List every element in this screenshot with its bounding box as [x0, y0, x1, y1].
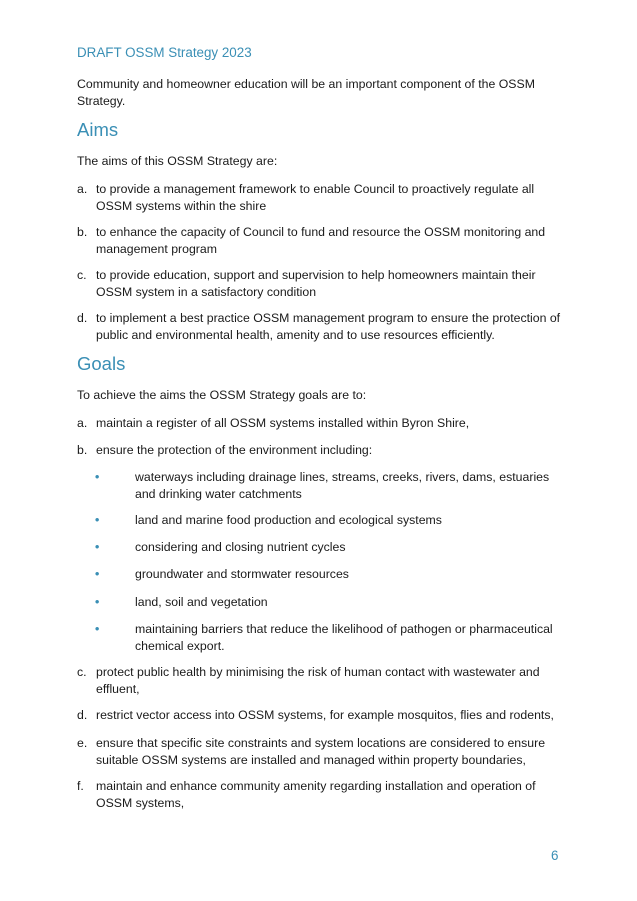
goals-item — [77, 735, 567, 768]
list-item-text: maintain and enhance community amenity regarding installation and operation of OSSM systems, — [96, 779, 536, 810]
bullet-text: land, soil and vegetation — [135, 595, 268, 609]
aims-item — [77, 181, 567, 214]
list-marker: f. — [77, 779, 84, 793]
bullet-text: groundwater and stormwater resources — [135, 567, 349, 581]
aims-lead: The aims of this OSSM Strategy are: — [77, 154, 278, 168]
list-item-text: ensure that specific site constraints and system locations are considered to ensure suitable OSSM systems are installed and managed within property boundaries, — [96, 736, 546, 767]
bullet-icon: • — [95, 595, 100, 609]
goals-bullet — [93, 621, 563, 654]
bullet-icon: • — [95, 567, 100, 581]
list-marker: a. — [77, 416, 88, 430]
goals-bullet — [93, 469, 563, 502]
list-marker: b. — [77, 225, 88, 239]
list-marker: c. — [77, 665, 87, 679]
goals-item — [77, 707, 567, 724]
goals-item — [77, 442, 567, 459]
page-number: 6 — [551, 848, 559, 863]
list-item-text: protect public health by minimising the risk of human contact with wastewater and effluent, — [96, 665, 540, 696]
bullet-icon: • — [95, 513, 100, 527]
aims-item — [77, 267, 567, 300]
goals-bullet — [93, 566, 563, 583]
goals-lead: To achieve the aims the OSSM Strategy goals are to: — [77, 388, 367, 402]
bullet-text: land and marine food production and ecological systems — [135, 513, 442, 527]
list-marker: e. — [77, 736, 88, 750]
list-item-text: ensure the protection of the environment including: — [96, 443, 373, 457]
goals-bullet — [93, 594, 563, 611]
bullet-text: maintaining barriers that reduce the likelihood of pathogen or pharmaceutical chemical export. — [135, 622, 553, 653]
list-marker: a. — [77, 182, 88, 196]
aims-item — [77, 224, 567, 257]
intro-paragraph: Community and homeowner education will be an important component of the OSSM Strategy. — [77, 77, 535, 108]
goals-item — [77, 778, 567, 811]
goals-bullet — [93, 539, 563, 556]
list-marker: d. — [77, 708, 88, 722]
goals-heading: Goals — [77, 353, 126, 374]
list-item-text: to provide education, support and supervision to help homeowners maintain their OSSM system in a satisfactory condition — [96, 268, 536, 299]
goals-bullet — [93, 512, 563, 529]
bullet-icon: • — [95, 540, 100, 554]
aims-heading: Aims — [77, 119, 119, 140]
goals-item — [77, 415, 567, 432]
bullet-icon: • — [95, 470, 100, 484]
list-item-text: to enhance the capacity of Council to fund and resource the OSSM monitoring and management program — [96, 225, 546, 256]
list-item-text: to provide a management framework to enable Council to proactively regulate all OSSM systems within the shire — [96, 182, 535, 213]
list-item-text: to implement a best practice OSSM management program to ensure the protection of public and environmental health, amenity and to use resources efficiently. — [96, 311, 561, 342]
list-marker: c. — [77, 268, 87, 282]
list-item-text: maintain a register of all OSSM systems installed within Byron Shire, — [96, 416, 470, 430]
list-marker: b. — [77, 443, 88, 457]
aims-item — [77, 310, 567, 343]
running-header: DRAFT OSSM Strategy 2023 — [77, 45, 252, 60]
list-marker: d. — [77, 311, 88, 325]
list-item-text: restrict vector access into OSSM systems, for example mosquitos, flies and rodents, — [96, 708, 554, 722]
goals-item — [77, 664, 567, 697]
bullet-text: waterways including drainage lines, streams, creeks, rivers, dams, estuaries and drinking water catchments — [135, 470, 550, 501]
bullet-text: considering and closing nutrient cycles — [135, 540, 346, 554]
bullet-icon: • — [95, 622, 100, 636]
